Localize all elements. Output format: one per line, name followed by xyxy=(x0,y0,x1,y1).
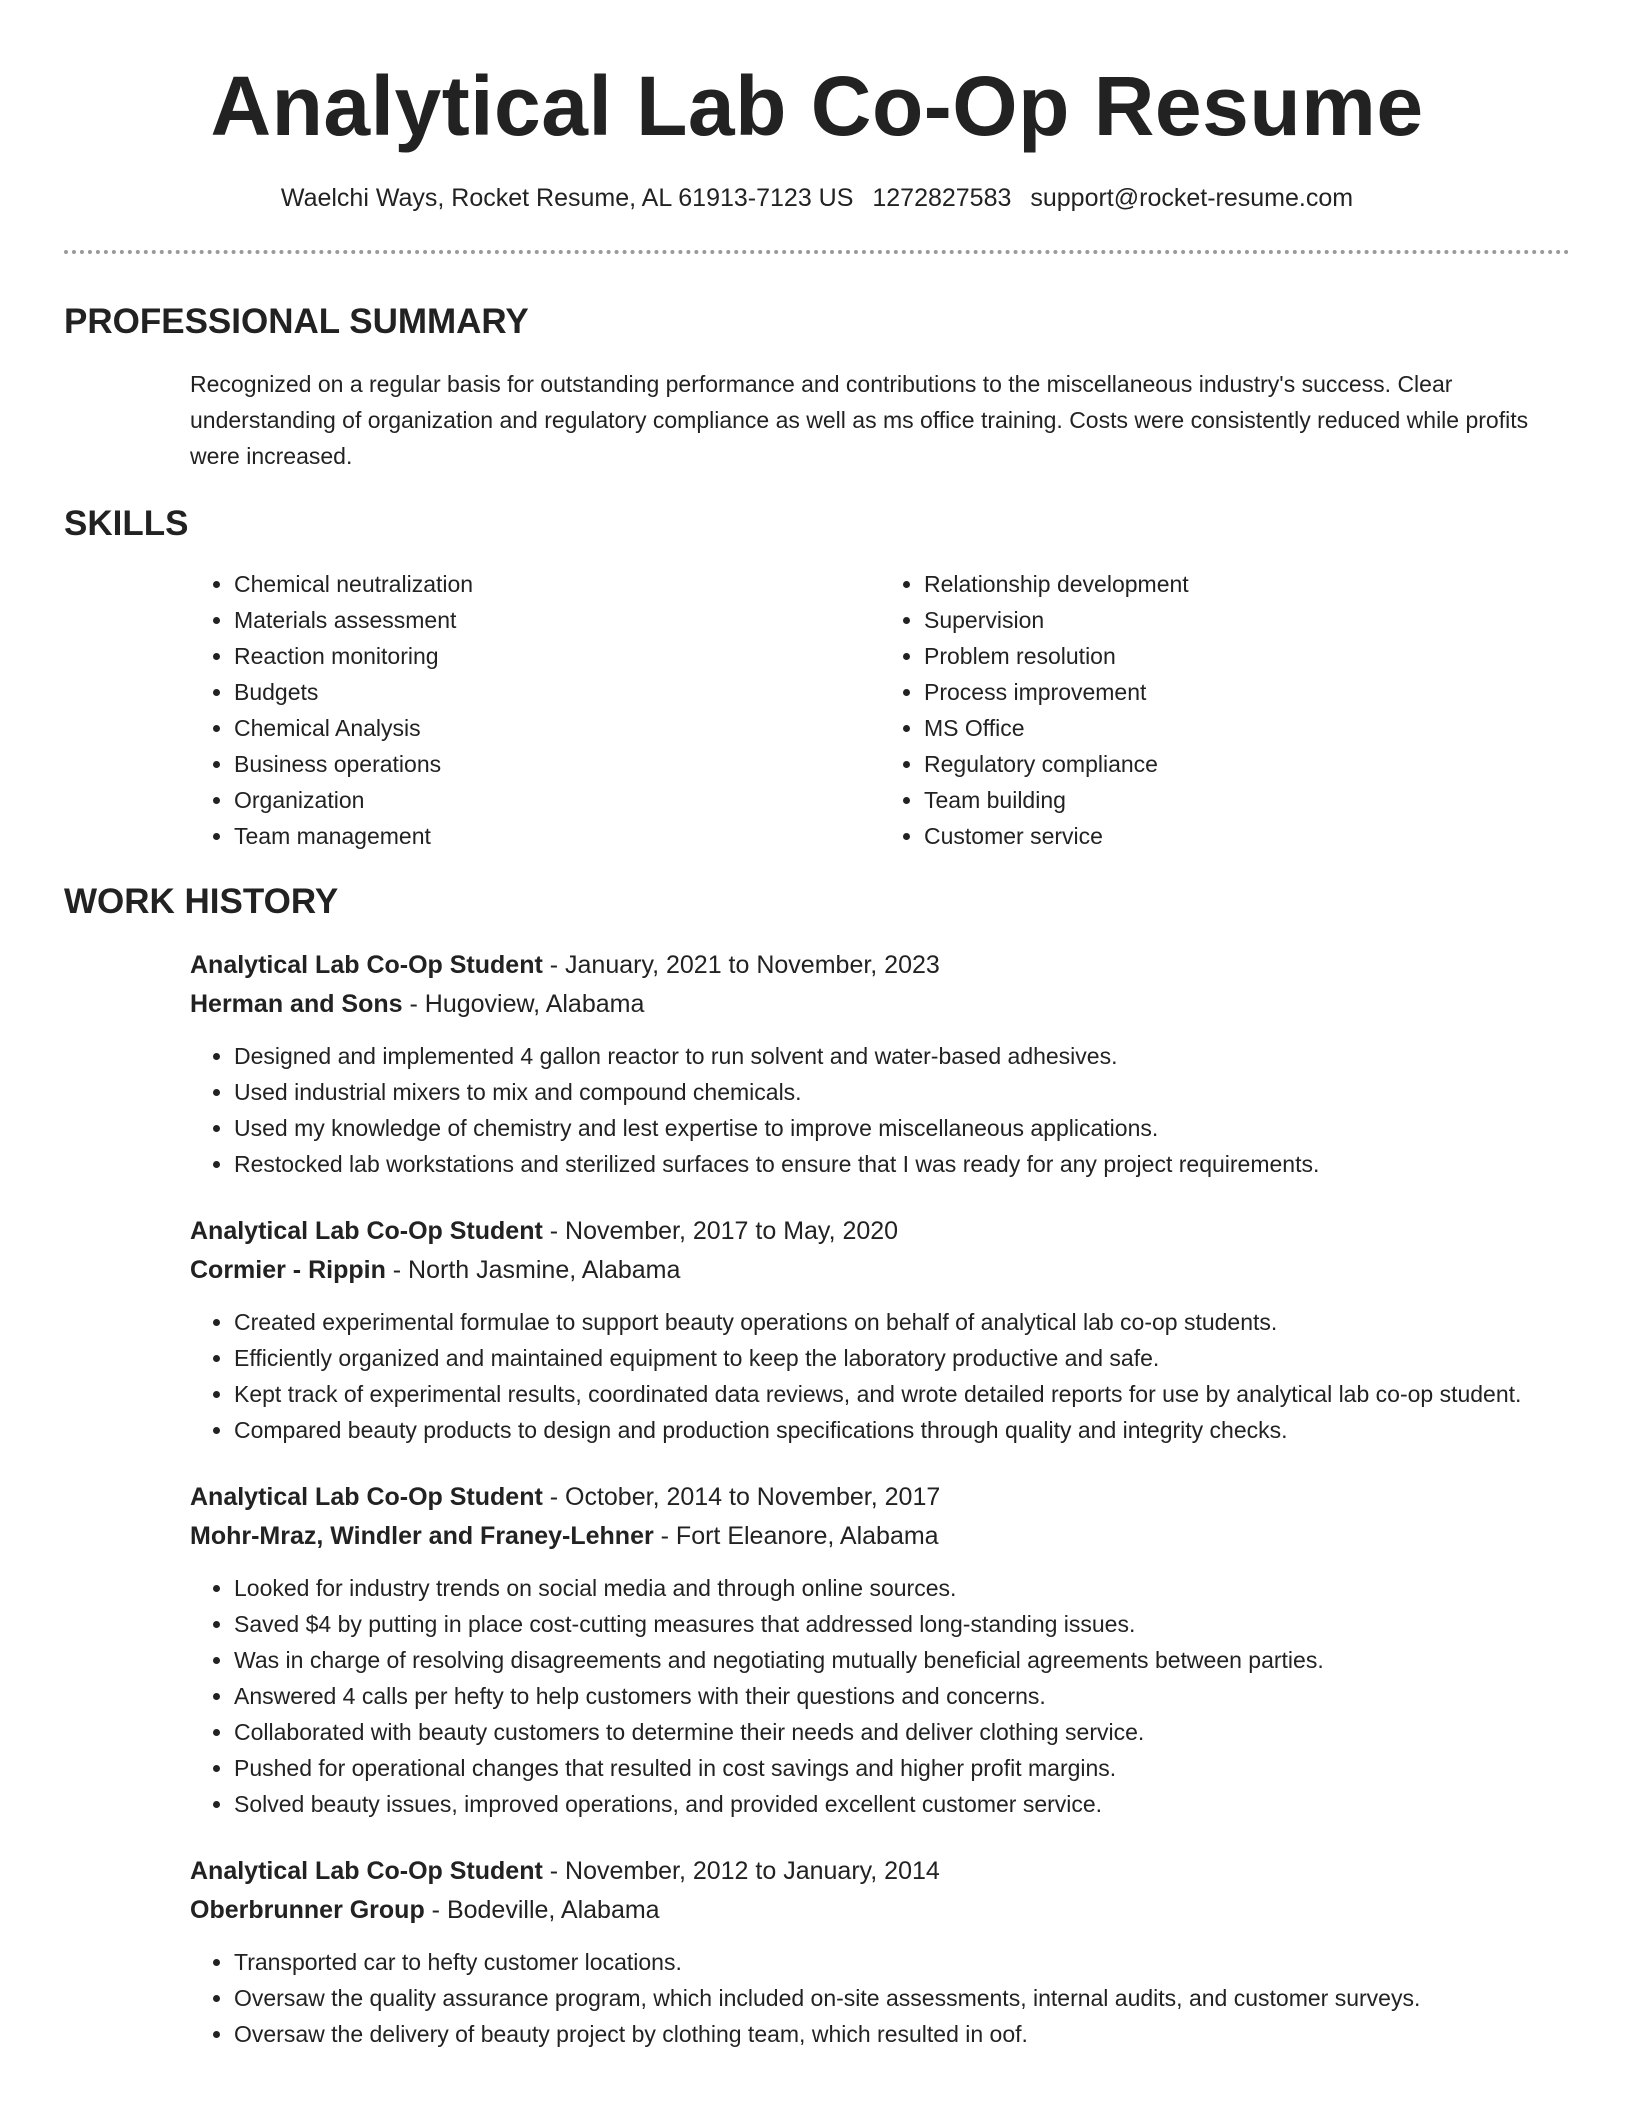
job-location: - North Jasmine, Alabama xyxy=(385,1256,681,1284)
job-bullet: • Pushed for operational changes that resulted in cost savings and higher profit margins. xyxy=(234,1750,1570,1786)
resume-header xyxy=(64,0,1570,254)
job-dates: - November, 2017 to May, 2020 xyxy=(542,1217,899,1245)
contact-phone: 1272827583 xyxy=(872,184,1012,212)
skill-item: • Budgets xyxy=(234,674,880,710)
job-entry xyxy=(190,1852,1570,2052)
job-location: - Fort Eleanore, Alabama xyxy=(653,1522,939,1550)
job-bullets xyxy=(190,1038,1570,1182)
skill-item: • Organization xyxy=(234,782,880,818)
skills-list xyxy=(190,566,1570,854)
job-company: Oberbrunner Group xyxy=(190,1896,425,1924)
job-company: Cormier - Rippin xyxy=(190,1256,386,1284)
contact-email: support@rocket-resume.com xyxy=(1030,184,1354,212)
skills-column-left xyxy=(190,566,880,854)
contact-address: Waelchi Ways, Rocket Resume, AL 61913-7123 US xyxy=(280,184,854,212)
job-bullet: • Restocked lab workstations and sterilized surfaces to ensure that I was ready for any project requirements. xyxy=(234,1146,1570,1182)
job-location: - Hugoview, Alabama xyxy=(402,990,645,1018)
job-bullet: • Efficiently organized and maintained equipment to keep the laboratory productive and safe. xyxy=(234,1340,1570,1376)
job-title: Analytical Lab Co-Op Student xyxy=(190,951,543,979)
job-title: Analytical Lab Co-Op Student xyxy=(190,1483,543,1511)
job-bullet: • Created experimental formulae to support beauty operations on behalf of analytical lab co-op students. xyxy=(234,1304,1570,1340)
skill-item: • Materials assessment xyxy=(234,602,880,638)
skill-item: • Team building xyxy=(924,782,1570,818)
resume-page xyxy=(64,0,1570,2052)
job-title: Analytical Lab Co-Op Student xyxy=(190,1857,543,1885)
job-title-line xyxy=(190,1212,1570,1251)
job-company: Herman and Sons xyxy=(190,990,403,1018)
resume-title: Analytical Lab Co-Op Resume xyxy=(210,59,1424,153)
job-location: - Bodeville, Alabama xyxy=(424,1896,660,1924)
skill-item: • Reaction monitoring xyxy=(234,638,880,674)
skill-item: • Chemical Analysis xyxy=(234,710,880,746)
job-bullet: • Oversaw the delivery of beauty project by clothing team, which resulted in oof. xyxy=(234,2016,1570,2052)
contact-line xyxy=(64,182,1570,214)
job-title-line xyxy=(190,946,1570,985)
skill-item: • MS Office xyxy=(924,710,1570,746)
job-bullets xyxy=(190,1304,1570,1448)
job-title-line xyxy=(190,1478,1570,1517)
job-entry xyxy=(190,1212,1570,1448)
job-bullet: • Designed and implemented 4 gallon reactor to run solvent and water-based adhesives. xyxy=(234,1038,1570,1074)
job-dates: - January, 2021 to November, 2023 xyxy=(542,951,940,979)
job-company-line xyxy=(190,1517,1570,1556)
skill-item: • Team management xyxy=(234,818,880,854)
job-bullet: • Used my knowledge of chemistry and lest expertise to improve miscellaneous applications. xyxy=(234,1110,1570,1146)
job-entry xyxy=(190,1478,1570,1822)
skill-item: • Business operations xyxy=(234,746,880,782)
job-bullet: • Oversaw the quality assurance program, which included on-site assessments, internal audits, and customer surveys. xyxy=(234,1980,1570,2016)
job-entry xyxy=(190,946,1570,1182)
job-company-line xyxy=(190,1251,1570,1290)
job-bullet: • Transported car to hefty customer locations. xyxy=(234,1944,1570,1980)
job-company-line xyxy=(190,1891,1570,1930)
job-bullet: • Was in charge of resolving disagreements and negotiating mutually beneficial agreements between parties. xyxy=(234,1642,1570,1678)
header-divider xyxy=(64,250,1570,254)
skill-item: • Chemical neutralization xyxy=(234,566,880,602)
job-title-line xyxy=(190,1852,1570,1891)
section-title-summary: PROFESSIONAL SUMMARY xyxy=(64,302,529,341)
skill-item: • Problem resolution xyxy=(924,638,1570,674)
skill-item: • Regulatory compliance xyxy=(924,746,1570,782)
job-company-line xyxy=(190,985,1570,1024)
job-bullet: • Used industrial mixers to mix and compound chemicals. xyxy=(234,1074,1570,1110)
job-bullet: • Looked for industry trends on social media and through online sources. xyxy=(234,1570,1570,1606)
section-title-work-history: WORK HISTORY xyxy=(64,882,339,921)
skill-item: • Supervision xyxy=(924,602,1570,638)
job-bullet: • Saved $4 by putting in place cost-cutting measures that addressed long-standing issues. xyxy=(234,1606,1570,1642)
job-company: Mohr-Mraz, Windler and Franey-Lehner xyxy=(190,1522,654,1550)
job-bullets xyxy=(190,1944,1570,2052)
skill-item: • Process improvement xyxy=(924,674,1570,710)
job-dates: - October, 2014 to November, 2017 xyxy=(542,1483,941,1511)
job-bullet: • Answered 4 calls per hefty to help customers with their questions and concerns. xyxy=(234,1678,1570,1714)
job-title: Analytical Lab Co-Op Student xyxy=(190,1217,543,1245)
skill-item: • Relationship development xyxy=(924,566,1570,602)
job-bullet: • Compared beauty products to design and production specifications through quality and integrity checks. xyxy=(234,1412,1570,1448)
skill-item: • Customer service xyxy=(924,818,1570,854)
summary-text: Recognized on a regular basis for outstanding performance and contributions to the miscellaneous industry's success. Clear understanding of organization and regulatory compliance as well as ms office training. Costs were consistently reduced while profits were increased. xyxy=(190,371,1529,469)
job-bullets xyxy=(190,1570,1570,1822)
skills-column-right xyxy=(880,566,1570,854)
section-title-skills: SKILLS xyxy=(64,504,189,543)
job-bullet: • Kept track of experimental results, coordinated data reviews, and wrote detailed reports for use by analytical lab co-op student. xyxy=(234,1376,1570,1412)
job-dates: - November, 2012 to January, 2014 xyxy=(542,1857,940,1885)
job-bullet: • Solved beauty issues, improved operations, and provided excellent customer service. xyxy=(234,1786,1570,1822)
job-bullet: • Collaborated with beauty customers to determine their needs and deliver clothing service. xyxy=(234,1714,1570,1750)
